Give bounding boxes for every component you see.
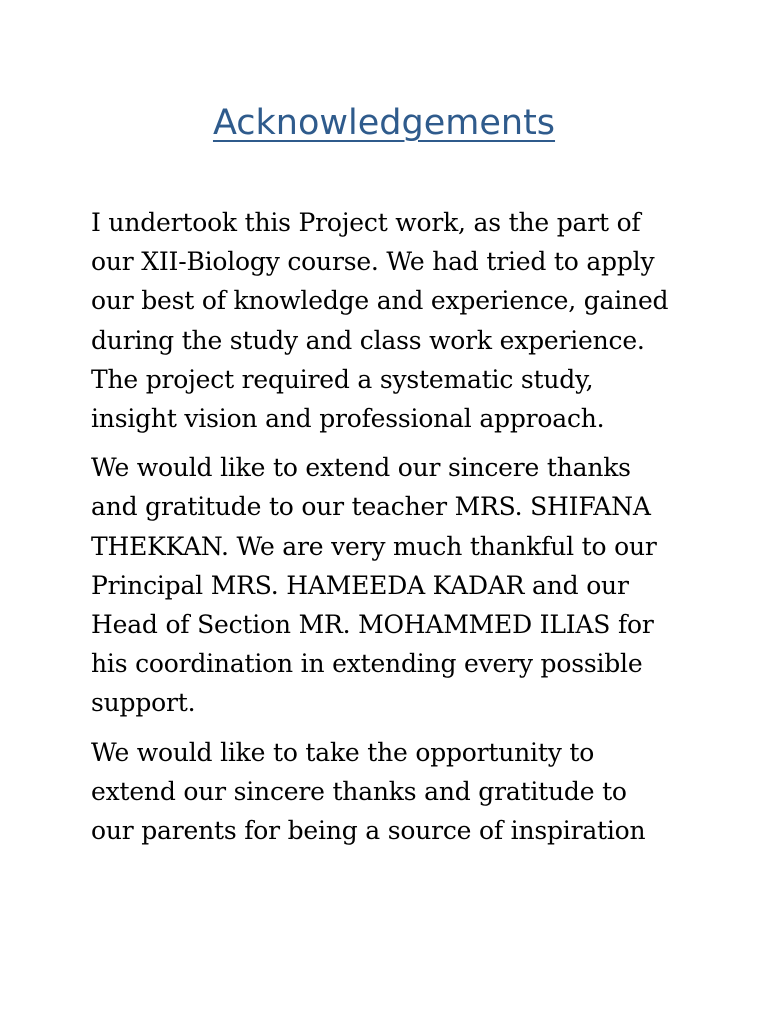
text-line: THEKKAN. We are very much thankful to our xyxy=(91,531,657,561)
text-line: The project required a systematic study, xyxy=(91,364,594,394)
paragraph-thanks-parents xyxy=(91,733,691,851)
text-line: We would like to extend our sincere thanks xyxy=(91,453,631,483)
paragraph-project-work xyxy=(91,203,691,438)
text-line: his coordination in extending every possible xyxy=(91,649,643,679)
text-line: I undertook this Project work, as the part of xyxy=(91,208,641,237)
text-line: during the study and class work experience. xyxy=(91,325,645,355)
text-line: our XII-Biology course. We had tried to apply xyxy=(91,247,655,277)
text-line: We would like to take the opportunity to xyxy=(91,737,595,767)
text-line: our parents for being a source of inspiration xyxy=(91,816,646,846)
text-line: Head of Section MR. MOHAMMED ILIAS for xyxy=(91,610,654,640)
text-line: our best of knowledge and experience, gained xyxy=(91,286,669,316)
text-line: support. xyxy=(91,688,196,718)
text-line: and gratitude to our teacher MRS. SHIFANA xyxy=(91,492,651,522)
paragraph-thanks-teachers xyxy=(91,448,691,722)
text-line: extend our sincere thanks and gratitude to xyxy=(91,776,627,806)
text-line: Principal MRS. HAMEEDA KADAR and our xyxy=(91,570,629,600)
text-line: insight vision and professional approach. xyxy=(91,404,605,434)
document-body xyxy=(91,203,691,860)
page-title: Acknowledgements xyxy=(212,103,556,143)
